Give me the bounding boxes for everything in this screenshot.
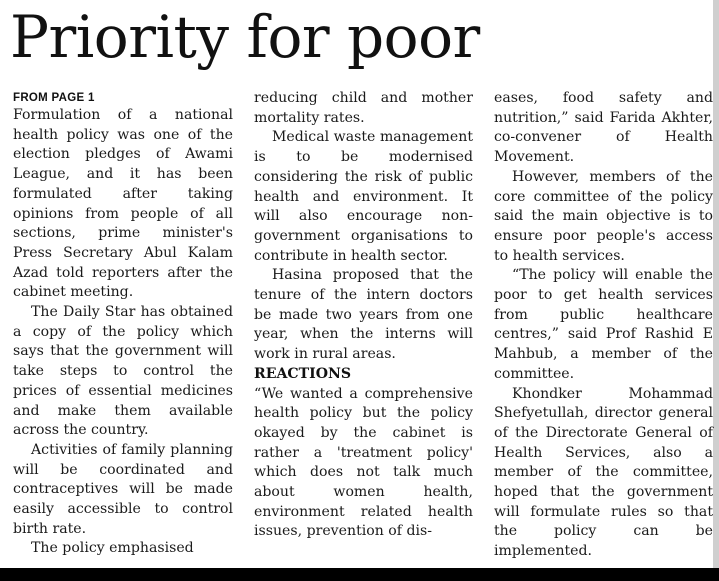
continuation-kicker: FROM PAGE 1 bbox=[13, 92, 95, 104]
paragraph: Khondker Mohammad Shefyetullah, director general of the Directorate General of Health Services, also a member of the committee, hoped that the government will formulate rules so that the policy can be implemented. bbox=[494, 385, 713, 560]
paragraph: Formulation of a national health policy was one of the election pledges of Awami League, and it has been formulated after taking opinions from people of all sections, prime minister's Press Secretary Abul Kalam Azad told reporters after the cabinet meeting. bbox=[13, 107, 233, 301]
column-2 bbox=[254, 89, 473, 542]
paragraph: The Daily Star has obtained a copy of the policy which says that the government will take steps to control the prices of essential medicines and make them available across the country. bbox=[13, 304, 233, 439]
column-3 bbox=[494, 89, 713, 562]
paragraph: Hasina proposed that the tenure of the intern doctors be made two years from one year, when the interns will work in rural areas. bbox=[254, 267, 473, 363]
paragraph: “We wanted a comprehensive health policy but the policy okayed by the cabinet is rather a 'treatment policy' which does not talk much about women health, environment related health issues, prevention of dis- bbox=[254, 385, 473, 540]
paragraph: eases, food safety and nutrition,” said Farida Akhter, co-convener of Health Movement. bbox=[494, 90, 713, 166]
section-subhead: REACTIONS bbox=[254, 365, 352, 382]
paragraph: “The policy will enable the poor to get health services from public healthcare centres,” said Prof Rashid E Mahbub, a member of the committee. bbox=[494, 267, 713, 382]
column-1 bbox=[13, 90, 233, 559]
article-headline: Priority for poor bbox=[10, 3, 480, 71]
paragraph: Medical waste management is to be modernised considering the risk of public health and environment. It will also encourage non-government organisations to contribute in health sector. bbox=[254, 129, 473, 264]
bottom-bar bbox=[0, 568, 719, 581]
paragraph: reducing child and mother mortality rates. bbox=[254, 90, 473, 126]
article-body bbox=[0, 89, 719, 581]
paragraph: The policy emphasised bbox=[31, 540, 194, 557]
paragraph: Activities of family planning will be coordinated and contraceptives will be made easily accessible to control birth rate. bbox=[13, 441, 233, 537]
paragraph: However, members of the core committee of the policy said the main objective is to ensure poor people's access to health services. bbox=[494, 168, 713, 264]
